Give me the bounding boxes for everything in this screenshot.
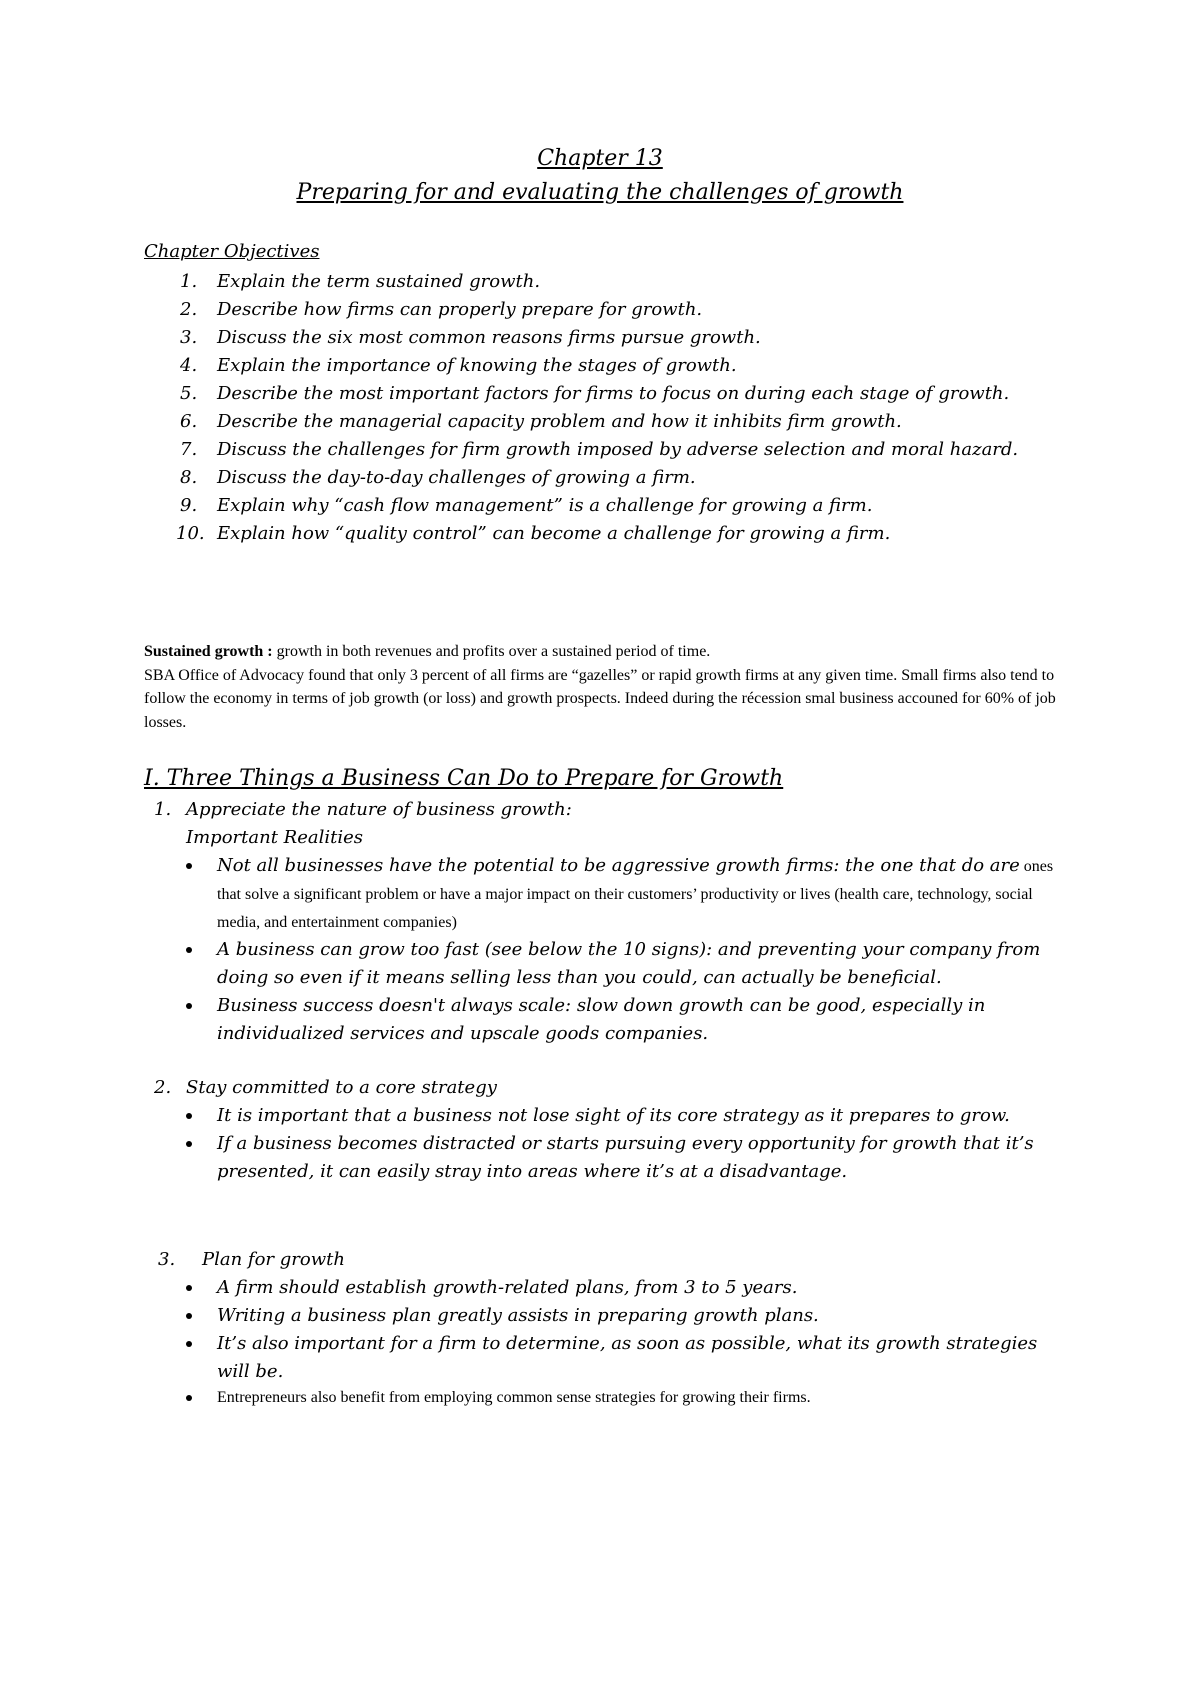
definition-text: growth in both revenues and profits over a sustained period of time. <box>272 643 711 660</box>
sustained-growth-definition <box>144 640 1059 734</box>
bullet-text: Entrepreneurs also benefit from employing common sense strategies for growing their firms. <box>217 1389 811 1406</box>
chapter-title: Chapter 13 <box>537 146 663 171</box>
objective-text: Discuss the six most common reasons firms pursue growth. <box>217 327 761 348</box>
growth-item-2 <box>154 1074 1034 1102</box>
section-heading: I. Three Things a Business Can Do to Prepare for Growth <box>144 766 784 791</box>
item-title: Appreciate the nature of business growth: <box>186 799 572 820</box>
objective-item <box>144 352 1024 380</box>
bullet-icon <box>186 1113 192 1119</box>
objective-number: 3. <box>180 327 198 348</box>
objective-item <box>144 492 1024 520</box>
objectives-list <box>144 268 1024 548</box>
objective-text: Describe how firms can properly prepare for growth. <box>217 299 703 320</box>
bullet-icon <box>186 1141 192 1147</box>
definition-term: Sustained growth : <box>144 643 273 660</box>
bullet-item <box>144 852 1074 936</box>
item-number: 1. <box>154 799 172 820</box>
growth-item-1 <box>154 796 1034 852</box>
bullet-item <box>144 1330 1044 1386</box>
objective-number: 6. <box>180 411 198 432</box>
objective-item <box>144 464 1024 492</box>
objective-text: Explain why “cash flow management” is a challenge for growing a firm. <box>217 495 873 516</box>
objective-number: 2. <box>180 299 198 320</box>
bullet-item <box>144 1102 1044 1130</box>
bullet-item <box>144 936 1074 992</box>
bullet-icon <box>186 863 192 869</box>
bullet-item <box>144 992 1074 1048</box>
bullet-icon <box>186 1003 192 1009</box>
bullet-text-plain: ones that solve a significant problem or have a major impact on their customers’ productivity or lives (health care, technology, social media, and entertainment companies) <box>217 858 1054 931</box>
objective-item <box>144 520 1024 548</box>
bullet-icon <box>186 1285 192 1291</box>
item-3-bullets <box>144 1274 1044 1410</box>
bullet-item <box>144 1302 1044 1330</box>
bullet-icon <box>186 1395 192 1401</box>
objective-item <box>144 408 1024 436</box>
objective-number: 7. <box>180 439 198 460</box>
growth-item-3 <box>158 1246 1038 1274</box>
objective-number: 1. <box>180 271 198 292</box>
objective-text: Explain the term sustained growth. <box>217 271 541 292</box>
objective-number: 4. <box>180 355 198 376</box>
item-title: Stay committed to a core strategy <box>186 1077 497 1098</box>
bullet-item <box>144 1130 1044 1186</box>
bullet-text: It is important that a business not lose sight of its core strategy as it prepares to grow. <box>217 1105 1010 1126</box>
definition-paragraph: SBA Office of Advocacy found that only 3 percent of all firms are “gazelles” or rapid growth firms at any given time. Small firms also tend to follow the economy in terms of job growth (or loss) and growth prospects. Indeed during the récession smal business accouned for 60% of job losses. <box>144 666 1056 731</box>
bullet-icon <box>186 1313 192 1319</box>
objective-text: Explain the importance of knowing the stages of growth. <box>217 355 737 376</box>
bullet-icon <box>186 1341 192 1347</box>
bullet-text: Writing a business plan greatly assists in preparing growth plans. <box>217 1305 819 1326</box>
objective-number: 5. <box>180 383 198 404</box>
bullet-item <box>144 1386 1044 1410</box>
objective-text: Describe the managerial capacity problem and how it inhibits firm growth. <box>217 411 902 432</box>
objective-item <box>144 324 1024 352</box>
objective-number: 10. <box>176 523 205 544</box>
item-subtitle: Important Realities <box>186 827 363 848</box>
bullet-text: If a business becomes distracted or starts pursuing every opportunity for growth that it’s presented, it can easily stray into areas where it’s at a disadvantage. <box>217 1133 1034 1182</box>
objective-text: Explain how “quality control” can become a challenge for growing a firm. <box>217 523 891 544</box>
objective-text: Discuss the day-to-day challenges of growing a firm. <box>217 467 696 488</box>
objective-number: 9. <box>180 495 198 516</box>
bullet-text: Business success doesn't always scale: slow down growth can be good, especially in individualized services and upscale goods companies. <box>217 995 986 1044</box>
objective-item <box>144 296 1024 324</box>
bullet-text: A firm should establish growth-related plans, from 3 to 5 years. <box>217 1277 798 1298</box>
chapter-subtitle: Preparing for and evaluating the challenges of growth <box>296 180 904 205</box>
bullet-text: A business can grow too fast (see below the 10 signs): and preventing your company from doing so even if it means selling less than you could, can actually be beneficial. <box>217 939 1041 988</box>
bullet-text: Not all businesses have the potential to be aggressive growth firms: the one that do are <box>217 855 1020 876</box>
objectives-heading: Chapter Objectives <box>144 241 320 262</box>
item-1-bullets <box>144 852 1074 1048</box>
bullet-text: It’s also important for a firm to determine, as soon as possible, what its growth strategies will be. <box>217 1333 1038 1382</box>
objective-item <box>144 380 1024 408</box>
bullet-icon <box>186 947 192 953</box>
objective-text: Discuss the challenges for firm growth imposed by adverse selection and moral hazard. <box>217 439 1019 460</box>
objective-item <box>144 268 1024 296</box>
bullet-item <box>144 1274 1044 1302</box>
objective-number: 8. <box>180 467 198 488</box>
objective-item <box>144 436 1024 464</box>
item-2-bullets <box>144 1102 1044 1186</box>
item-title: Plan for growth <box>202 1249 345 1270</box>
objective-text: Describe the most important factors for firms to focus on during each stage of growth. <box>217 383 1010 404</box>
item-number: 2. <box>154 1077 172 1098</box>
item-number: 3. <box>158 1249 176 1270</box>
